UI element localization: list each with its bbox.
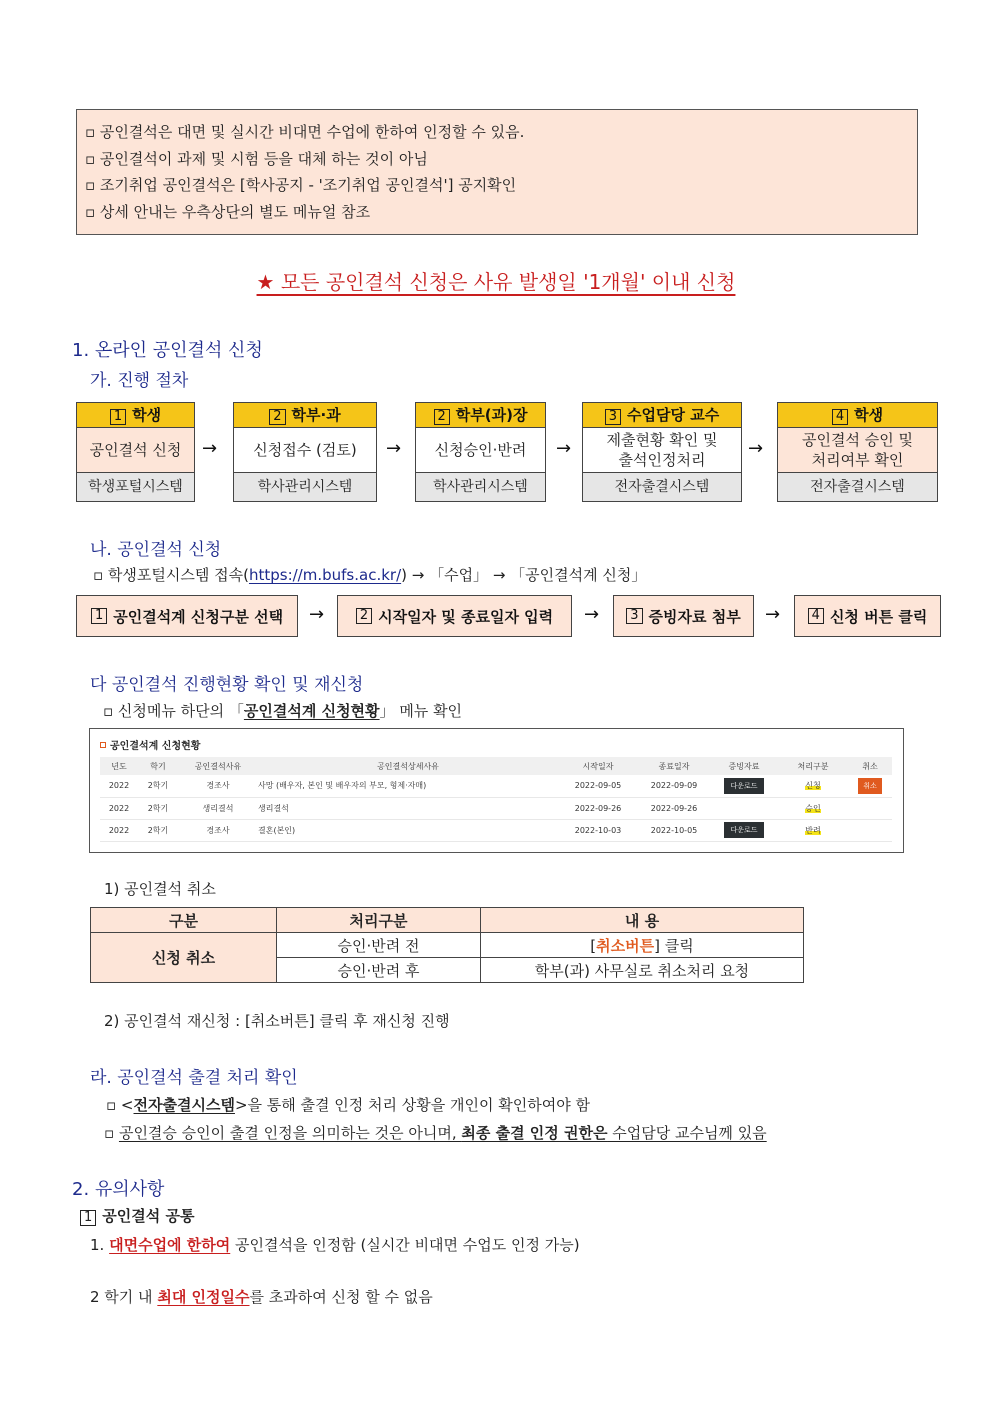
notice-item-2 <box>90 1286 433 1307</box>
column-header: 증빙자료 <box>710 757 778 775</box>
flow-step-system: 학생포털시스템 <box>77 473 194 501</box>
cell-file <box>710 819 778 841</box>
cell-year: 2022 <box>100 775 138 797</box>
cell-detail: 결혼(본인) <box>258 819 558 841</box>
arrow-icon: → <box>556 438 572 459</box>
step-head-label: 수업담당 교수 <box>627 406 720 424</box>
apply-step-label: 증빙자료 첨부 <box>648 607 741 626</box>
column-header: 취소 <box>848 757 892 775</box>
step-body-line: 제출현황 확인 및 <box>606 431 718 449</box>
flow-step-body <box>77 428 194 473</box>
flow-step-5 <box>777 402 938 502</box>
bullet: ▫ <box>104 1124 115 1142</box>
cancel-header: 구분 <box>91 908 277 933</box>
cell-start-date: 2022-10-03 <box>558 819 638 841</box>
notice-line: ▫ 조기취업 공인결석은 [학사공지 - '조기취업 공인결석'] 공지확인 <box>85 176 517 194</box>
download-button[interactable]: 다운로드 <box>724 822 763 838</box>
arrow-icon: → <box>202 438 218 459</box>
cell-year: 2022 <box>100 819 138 841</box>
status-title-text: 공인결석계 신청현황 <box>110 741 201 752</box>
flow-step-head <box>583 403 741 428</box>
flow-step-head <box>77 403 194 428</box>
headline <box>0 266 992 295</box>
cell-status <box>778 775 848 797</box>
apply-step-2 <box>337 595 572 637</box>
cancel-button-text: 취소버튼 <box>596 936 655 955</box>
cell-status <box>778 819 848 841</box>
da-instruction <box>103 700 462 721</box>
item-highlight: 대면수업에 한하여 <box>109 1236 231 1254</box>
step-head-label: 학생 <box>132 406 162 424</box>
step-head-label: 학생 <box>854 406 884 424</box>
flow-step-3 <box>415 402 546 502</box>
column-header: 공인결석상세사유 <box>258 757 558 775</box>
ra-line-2 <box>104 1122 767 1143</box>
notice-item-1 <box>90 1234 580 1255</box>
na-instruction <box>93 564 646 585</box>
square-icon <box>100 742 106 748</box>
flow-step-body <box>778 428 937 473</box>
apply-step-label: 시작일자 및 종료일자 입력 <box>378 607 554 626</box>
step-body-line: 공인결석 승인 및 <box>802 431 913 449</box>
da-title: 다 공인결석 진행현황 확인 및 재신청 <box>90 675 364 695</box>
status-label: 신청 <box>805 781 821 791</box>
arrow-icon: → <box>386 438 402 459</box>
ra-title: 라. 공인결석 출결 처리 확인 <box>90 1068 298 1088</box>
step-number: 2 <box>356 608 372 624</box>
apply-step-label: 신청 버튼 클릭 <box>829 607 928 626</box>
step-number: 3 <box>605 409 621 425</box>
cancel-header: 처리구분 <box>277 908 481 933</box>
flow-step-system: 전자출결시스템 <box>778 473 937 501</box>
step-number: 2 <box>434 409 450 425</box>
table-row <box>100 819 892 841</box>
status-panel-title <box>100 737 200 752</box>
ra-line2-post: 수업담당 교수님께 있음 <box>607 1124 767 1142</box>
cell-end-date: 2022-10-05 <box>638 819 710 841</box>
step-body-line: 신청접수 (검토) <box>253 441 357 459</box>
reapply-text: 2) 공인결석 재신청 : [취소버튼] 클릭 후 재신청 진행 <box>104 1012 450 1030</box>
section2-subtitle <box>80 1205 194 1226</box>
portal-link[interactable]: https://m.bufs.ac.kr/ <box>248 566 402 584</box>
step-number: 3 <box>626 608 642 624</box>
cell-term: 2학기 <box>138 819 178 841</box>
notice-line: ▫ 공인결석이 과제 및 시험 등을 대체 하는 것이 아님 <box>85 149 428 168</box>
cell-end-date: 2022-09-26 <box>638 797 710 819</box>
table-row <box>100 775 892 797</box>
column-header: 시작일자 <box>558 757 638 775</box>
cell-start-date: 2022-09-26 <box>558 797 638 819</box>
column-header: 년도 <box>100 757 138 775</box>
cell-end-date: 2022-09-09 <box>638 775 710 797</box>
cancel-status: 승인·반려 전 <box>277 933 481 958</box>
item-post: 를 초과하여 신청 할 수 없음 <box>249 1288 433 1306</box>
apply-step-3 <box>613 595 754 637</box>
cell-reason: 경조사 <box>178 775 258 797</box>
cancel-header: 내 용 <box>481 908 804 933</box>
cell-year: 2022 <box>100 797 138 819</box>
item-pre: 2 학기 내 <box>90 1288 158 1306</box>
na-prefix: ▫ 학생포털시스템 접속( <box>93 566 249 584</box>
cell-term: 2학기 <box>138 775 178 797</box>
arrow-icon: → <box>584 604 600 625</box>
notice-line: ▫ 상세 안내는 우측상단의 별도 메뉴얼 참조 <box>85 202 371 221</box>
cell-file <box>710 797 778 819</box>
cancel-category: 신청 취소 <box>91 933 277 983</box>
flow-step-head <box>234 403 376 428</box>
cancel-title: 1) 공인결석 취소 <box>104 880 216 898</box>
na-title: 나. 공인결석 신청 <box>90 540 222 560</box>
da-menu-name: 공인결석계 신청현황 <box>243 702 380 720</box>
cancel-table <box>90 907 804 983</box>
ga-title: 가. 진행 절차 <box>90 371 189 391</box>
da-suffix: 」 메뉴 확인 <box>379 702 463 720</box>
section1-title: 1. 온라인 공인결석 신청 <box>72 340 263 361</box>
flow-step-body <box>234 428 376 473</box>
ra-system-name: 전자출결시스템 <box>133 1096 235 1114</box>
cell-cancel <box>848 797 892 819</box>
flow-step-2 <box>233 402 377 502</box>
item-post: 공인결석을 인정함 (실시간 비대면 수업도 인정 가능) <box>230 1236 580 1254</box>
step-body-line: 출석인정처리 <box>618 451 706 469</box>
arrow-icon: → <box>309 604 325 625</box>
cell-detail: 사망 (배우자, 본인 및 배우자의 부모, 형제·자매) <box>258 775 558 797</box>
step-number: 2 <box>269 409 285 425</box>
step-number: 4 <box>832 409 848 425</box>
download-button[interactable]: 다운로드 <box>724 778 763 794</box>
cell-detail: 생리결석 <box>258 797 558 819</box>
cell-start-date: 2022-09-05 <box>558 775 638 797</box>
cell-file <box>710 775 778 797</box>
step-number: 4 <box>808 608 824 624</box>
table-row <box>100 797 892 819</box>
flow-step-body <box>583 428 741 473</box>
ra-line2-bold: 최종 출결 인정 권한은 <box>461 1124 608 1142</box>
ra-line-1 <box>106 1094 590 1115</box>
da-prefix: ▫ 신청메뉴 하단의 「 <box>103 702 244 720</box>
headline-text: ★ 모든 공인결석 신청은 사유 발생일 '1개월' 이내 신청 <box>256 270 736 294</box>
flow-step-1 <box>76 402 195 502</box>
step-number: 1 <box>110 409 126 425</box>
status-label: 승인 <box>805 803 821 813</box>
flow-step-system: 학사관리시스템 <box>416 473 545 501</box>
cell-reason: 경조사 <box>178 819 258 841</box>
cell-term: 2학기 <box>138 797 178 819</box>
status-screenshot <box>89 728 904 853</box>
arrow-icon: → <box>765 604 781 625</box>
apply-step-4 <box>794 595 941 637</box>
flow-step-head <box>778 403 937 428</box>
arrow-icon: → <box>748 438 764 459</box>
item-pre: 1. <box>90 1236 110 1254</box>
flow-step-system: 학사관리시스템 <box>234 473 376 501</box>
step-number: 1 <box>91 608 107 624</box>
cell-cancel <box>848 775 892 797</box>
cell-status <box>778 797 848 819</box>
section2-title: 2. 유의사항 <box>72 1179 165 1200</box>
step-head-label: 학부·과 <box>291 406 341 424</box>
notice-box <box>76 109 918 235</box>
status-table <box>100 757 892 842</box>
cancel-content: 학부(과) 사무실로 취소처리 요청 <box>481 958 804 983</box>
step-body-line: 신청승인·반려 <box>434 441 527 459</box>
content-post: ] 클릭 <box>654 936 694 955</box>
column-header: 공인결석사유 <box>178 757 258 775</box>
column-header: 학기 <box>138 757 178 775</box>
step-body-line: 처리여부 확인 <box>811 451 904 469</box>
step-number: 1 <box>80 1210 96 1226</box>
ra-line2-pre: 공인결승 승인이 출결 인정을 의미하는 것은 아니며, <box>118 1124 462 1142</box>
cancel-button[interactable]: 취소 <box>858 778 882 794</box>
cancel-content <box>481 933 804 958</box>
notice-line: ▫ 공인결석은 대면 및 실시간 비대면 수업에 한하여 인정할 수 있음. <box>85 123 525 141</box>
status-header-row <box>100 757 892 775</box>
cell-reason: 생리결석 <box>178 797 258 819</box>
flow-step-body <box>416 428 545 473</box>
step-body-line: 공인결석 신청 <box>89 441 182 459</box>
apply-step-label: 공인결석계 신청구분 선택 <box>113 607 284 626</box>
flow-step-4 <box>582 402 742 502</box>
step-head-label: 학부(과)장 <box>455 406 528 424</box>
content-pre: [ <box>590 936 597 955</box>
na-suffix: ) → 「수업」 → 「공인결석계 신청」 <box>401 566 647 584</box>
ra-line1-post: >을 통해 출결 인정 처리 상황을 개인이 확인하여야 함 <box>234 1096 590 1114</box>
column-header: 처리구분 <box>778 757 848 775</box>
flow-step-system: 전자출결시스템 <box>583 473 741 501</box>
flow-step-head <box>416 403 545 428</box>
apply-step-1 <box>76 595 298 637</box>
ra-line1-pre: ▫ < <box>106 1096 134 1114</box>
cancel-status: 승인·반려 후 <box>277 958 481 983</box>
column-header: 종료일자 <box>638 757 710 775</box>
subtitle-text: 공인결석 공통 <box>102 1207 195 1225</box>
status-label: 반려 <box>805 825 821 835</box>
item-highlight: 최대 인정일수 <box>157 1288 250 1306</box>
cell-cancel <box>848 819 892 841</box>
